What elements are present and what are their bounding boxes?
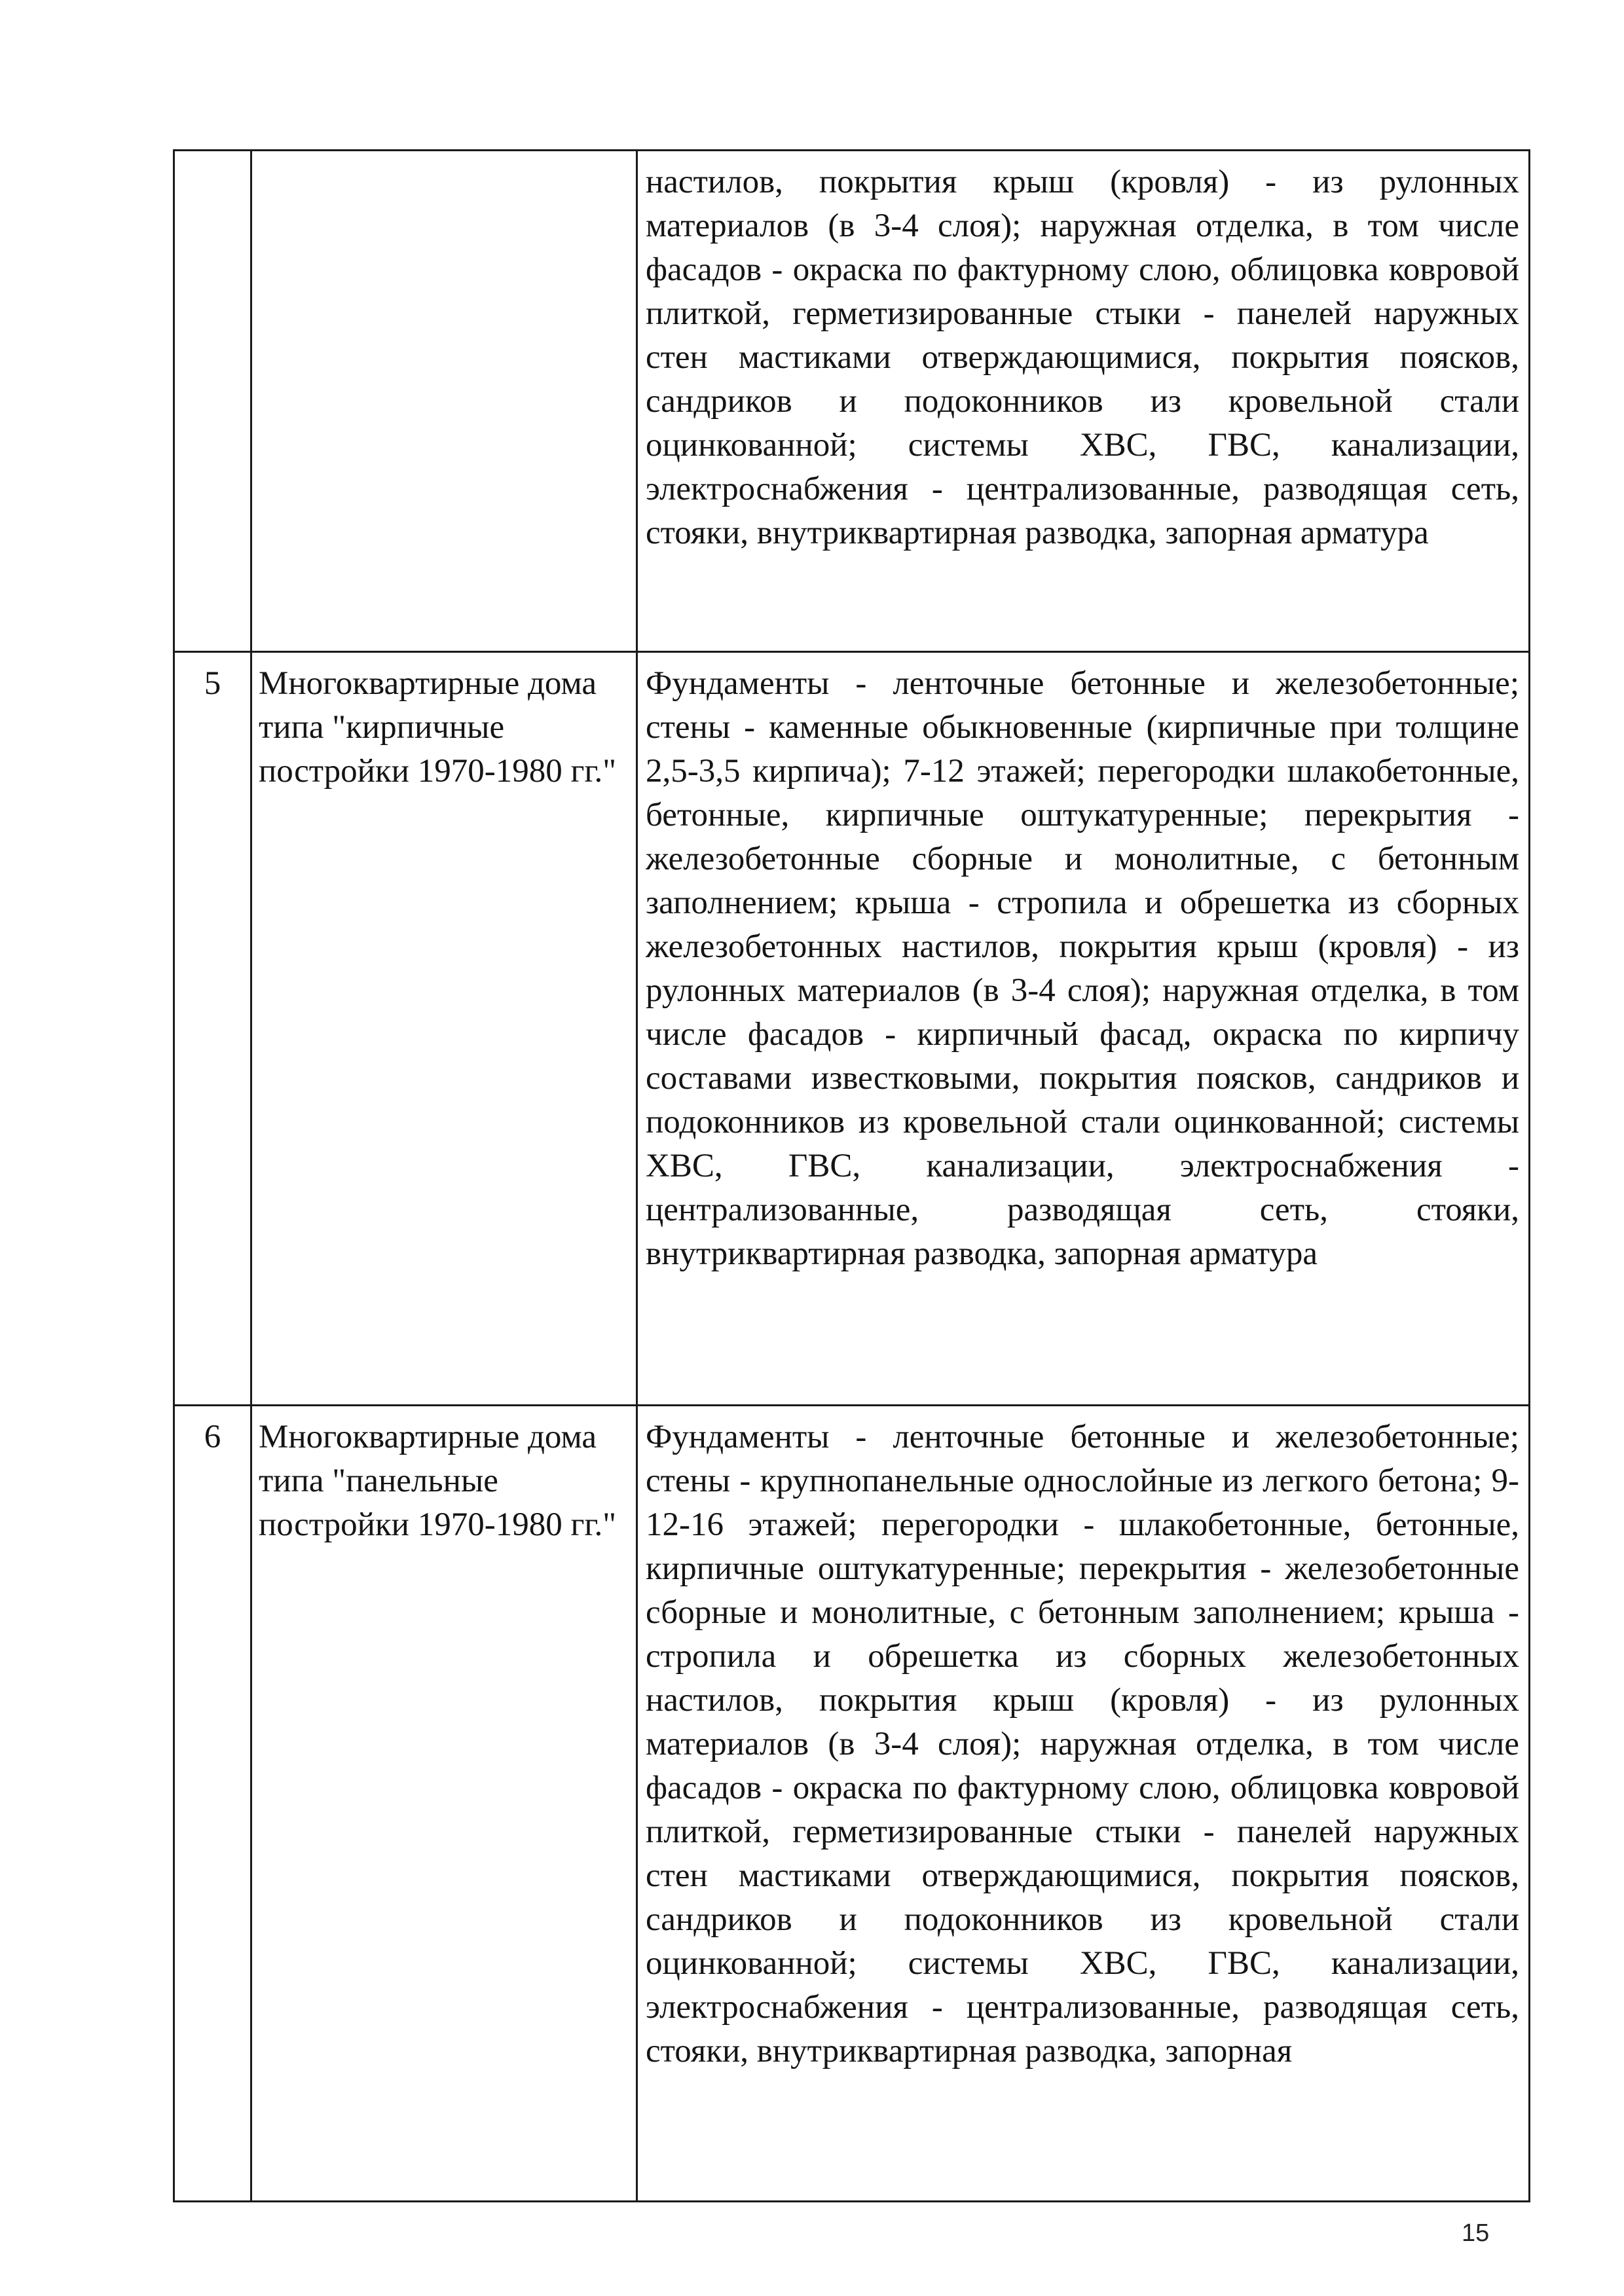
table-row <box>174 1406 1530 2202</box>
building-type-cell <box>251 151 637 652</box>
description-cell: Фундаменты - ленточные бетонные и железобетонные; стены - крупнопанельные однослойные из легкого бетона; 9-12-16 этажей; перегородки - шлакобетонные, бетонные, кирпичные оштукатуренные; перекрытия - железобетонные сборные и монолитные, с бетонным заполнением; крыша - стропила и обрешетка из сборных железобетонных настилов, покрытия крыш (кровля) - из рулонных материалов (в 3-4 слоя); наружная отделка, в том числе фасадов - окраска по фактурному слою, облицовка ковровой плиткой, герметизированные стыки - панелей наружных стен мастиками отверждающимися, покрытия поясков, сандриков и подоконников из кровельной стали оцинкованной; системы ХВС, ГВС, канализации, электроснабжения - централизованные, разводящая сеть, стояки, внутриквартирная разводка, запорная <box>637 1406 1530 2202</box>
row-number-cell: 5 <box>174 652 251 1406</box>
building-type-cell: Многоквартирные дома типа "кирпичные постройки 1970-1980 гг." <box>251 652 637 1406</box>
description-cell: настилов, покрытия крыш (кровля) - из рулонных материалов (в 3-4 слоя); наружная отделка, в том числе фасадов - окраска по фактурному слою, облицовка ковровой плиткой, герметизированные стыки - панелей наружных стен мастиками отверждающимися, покрытия поясков, сандриков и подоконников из кровельной стали оцинкованной; системы ХВС, ГВС, канализации, электроснабжения - централизованные, разводящая сеть, стояки, внутриквартирная разводка, запорная арматура <box>637 151 1530 652</box>
row-number-cell <box>174 151 251 652</box>
table-row <box>174 151 1530 652</box>
table-row <box>174 652 1530 1406</box>
row-number-cell: 6 <box>174 1406 251 2202</box>
description-cell: Фундаменты - ленточные бетонные и железобетонные; стены - каменные обыкновенные (кирпичные при толщине 2,5-3,5 кирпича); 7-12 этажей; перегородки шлакобетонные, бетонные, кирпичные оштукатуренные; перекрытия - железобетонные сборные и монолитные, с бетонным заполнением; крыша - стропила и обрешетка из сборных железобетонных настилов, покрытия крыш (кровля) - из рулонных материалов (в 3-4 слоя); наружная отделка, в том числе фасадов - кирпичный фасад, окраска по кирпичу составами известковыми, покрытия поясков, сандриков и подоконников из кровельной стали оцинкованной; системы ХВС, ГВС, канализации, электроснабжения - централизованные, разводящая сеть, стояки, внутриквартирная разводка, запорная арматура <box>637 652 1530 1406</box>
page-number: 15 <box>1462 2219 1490 2247</box>
housing-types-table <box>173 149 1530 2202</box>
building-type-cell: Многоквартирные дома типа "панельные постройки 1970-1980 гг." <box>251 1406 637 2202</box>
